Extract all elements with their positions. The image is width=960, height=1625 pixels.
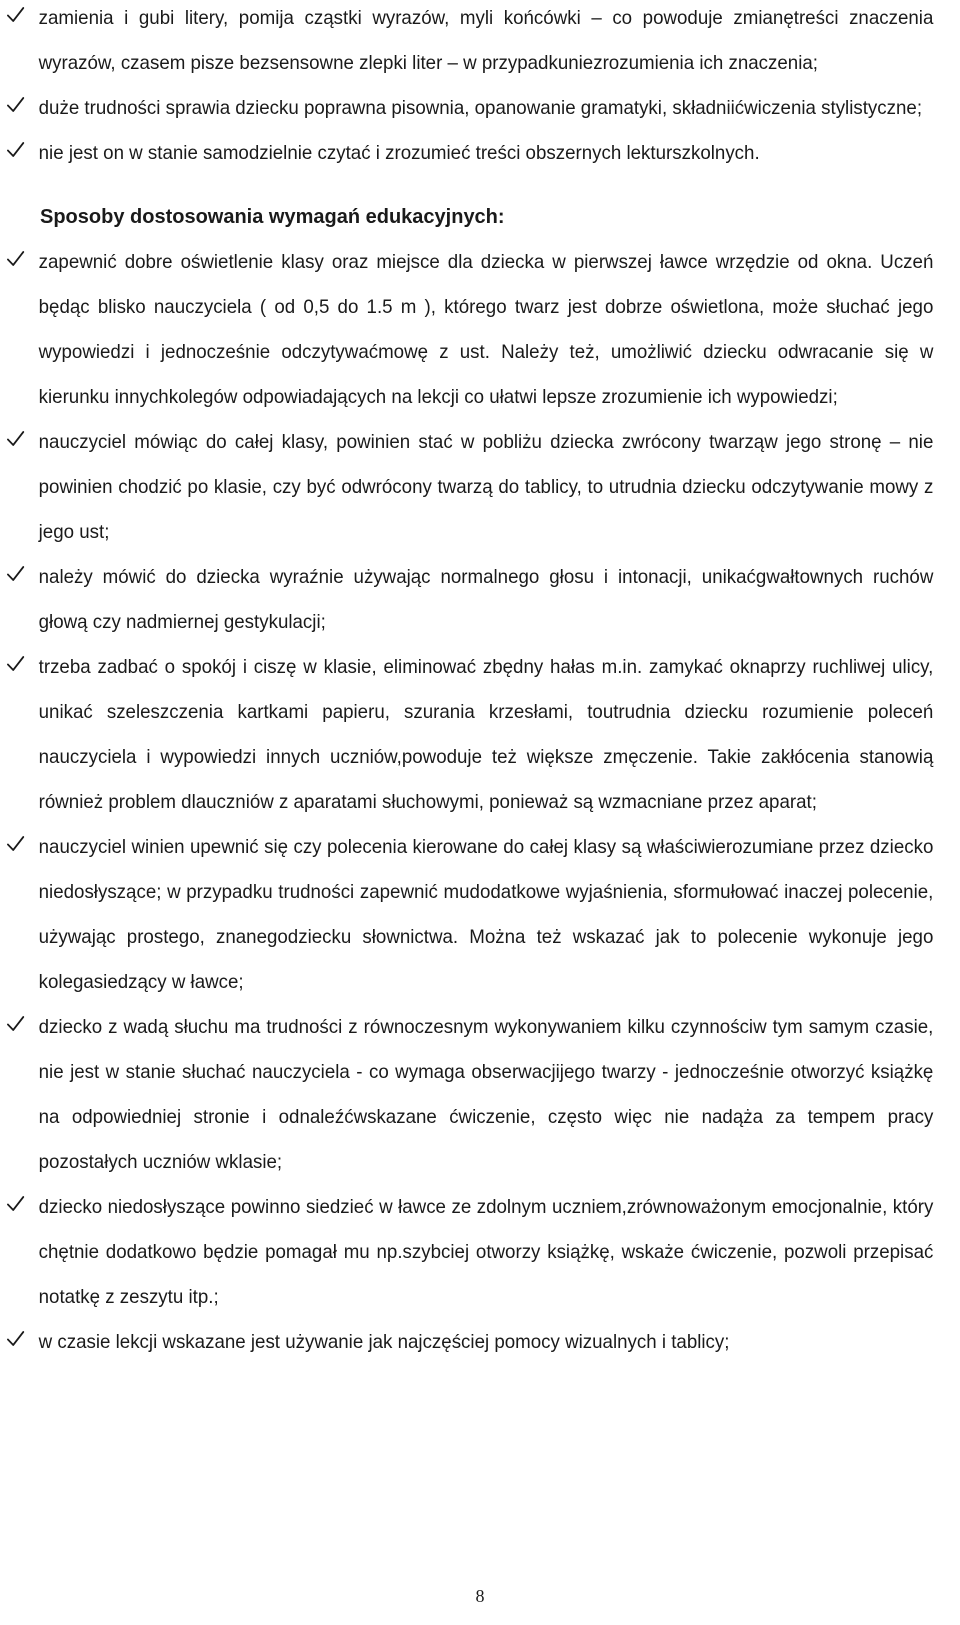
list-item bbox=[6, 86, 933, 131]
checkmark-icon bbox=[6, 429, 27, 451]
list-item-text: nauczyciel winien upewnić się czy polecenia kierowane do całej klasy są właściwierozumiane przez dziecko niedosłyszące; w przypadku trudności zapewnić mudodatkowe wyjaśnienia, sformułować inaczej polecenie, używając prostego, znanegodziecku słownictwa. Można też wskazać jak to polecenie wykonuje jego kolegasiedzący w ławce; bbox=[38, 836, 934, 993]
list-item bbox=[6, 825, 933, 1005]
page-number: 8 bbox=[475, 1586, 485, 1606]
bullet-list-bottom bbox=[6, 240, 940, 1365]
list-item-text: nauczyciel mówiąc do całej klasy, powinien stać w pobliżu dziecka zwrócony twarząw jego stronę – nie powinien chodzić po klasie, czy być odwrócony twarzą do tablicy, to utrudnia dziecku odczytywanie mowy z jego ust; bbox=[38, 431, 934, 543]
list-item bbox=[6, 420, 933, 555]
checkmark-icon bbox=[6, 654, 27, 676]
list-item-text: trzeba zadbać o spokój i ciszę w klasie, eliminować zbędny hałas m.in. zamykać oknaprzy ruchliwej ulicy, unikać szeleszczenia kartkami papieru, szurania krzesłami, toutrudnia dziecku rozumienie poleceń nauczyciela i wypowiedzi innych uczniów,powoduje też większe zmęczenie. Takie zakłócenia stanowią również problem dlauczniów z aparatami słuchowymi, ponieważ są wzmacniane przez aparat; bbox=[38, 656, 934, 813]
checkmark-icon bbox=[6, 564, 27, 586]
list-item bbox=[6, 1185, 933, 1320]
section-heading: Sposoby dostosowania wymagań edukacyjnych: bbox=[40, 206, 505, 228]
list-item bbox=[6, 555, 933, 645]
list-item-text: zapewnić dobre oświetlenie klasy oraz miejsce dla dziecka w pierwszej ławce wrzędzie od okna. Uczeń będąc blisko nauczyciela ( od 0,5 do 1.5 m ), którego twarz jest dobrze oświetlona, może słuchać jego wypowiedzi i jednocześnie odczytywaćmowę z ust. Należy też, umożliwić dziecku odwracanie się w kierunku innychkolegów odpowiadających na lekcji co ułatwi lepsze zrozumienie ich wypowiedzi; bbox=[38, 251, 934, 408]
list-item bbox=[6, 0, 933, 86]
list-item-text: w czasie lekcji wskazane jest używanie jak najczęściej pomocy wizualnych i tablicy; bbox=[38, 1331, 730, 1353]
list-item-text: zamienia i gubi litery, pomija cząstki wyrazów, myli końcówki – co powoduje zmianętreści znaczenia wyrazów, czasem pisze bezsensowne zlepki liter – w przypadkuniezrozumienia ich znaczenia; bbox=[38, 7, 934, 74]
checkmark-icon bbox=[6, 1014, 27, 1036]
list-item bbox=[6, 1320, 933, 1365]
checkmark-icon bbox=[6, 95, 27, 117]
checkmark-icon bbox=[6, 5, 27, 27]
list-item-text: należy mówić do dziecka wyraźnie używając normalnego głosu i intonacji, unikaćgwałtownych ruchów głową czy nadmiernej gestykulacji; bbox=[38, 566, 934, 633]
checkmark-icon bbox=[6, 834, 27, 856]
list-item-text: duże trudności sprawia dziecku poprawna pisownia, opanowanie gramatyki, składniićwiczenia stylistyczne; bbox=[38, 97, 923, 119]
list-item-text: dziecko z wadą słuchu ma trudności z równoczesnym wykonywaniem kilku czynnościw tym samym czasie, nie jest w stanie słuchać nauczyciela - co wymaga obserwacjijego twarzy - jednocześnie otworzyć książkę na odpowiedniej stronie i odnaleźćwskazane ćwiczenie, często więc nie nadąża za tempem pracy pozostałych uczniów wklasie; bbox=[38, 1016, 934, 1173]
checkmark-icon bbox=[6, 1329, 27, 1351]
list-item bbox=[6, 131, 933, 176]
checkmark-icon bbox=[6, 140, 27, 162]
checkmark-icon bbox=[6, 1194, 27, 1216]
list-item-text: dziecko niedosłyszące powinno siedzieć w ławce ze zdolnym uczniem,zrównoważonym emocjonalnie, który chętnie dodatkowo będzie pomagał mu np.szybciej otworzy książkę, wskaże ćwiczenie, pozwoli przepisać notatkę z zeszytu itp.; bbox=[38, 1196, 934, 1308]
list-item bbox=[6, 1005, 933, 1185]
list-item bbox=[6, 240, 933, 420]
list-item bbox=[6, 645, 933, 825]
checkmark-icon bbox=[6, 249, 27, 271]
bullet-list-top bbox=[6, 0, 940, 176]
list-item-text: nie jest on w stanie samodzielnie czytać i zrozumieć treści obszernych lekturszkolnych. bbox=[38, 142, 760, 164]
